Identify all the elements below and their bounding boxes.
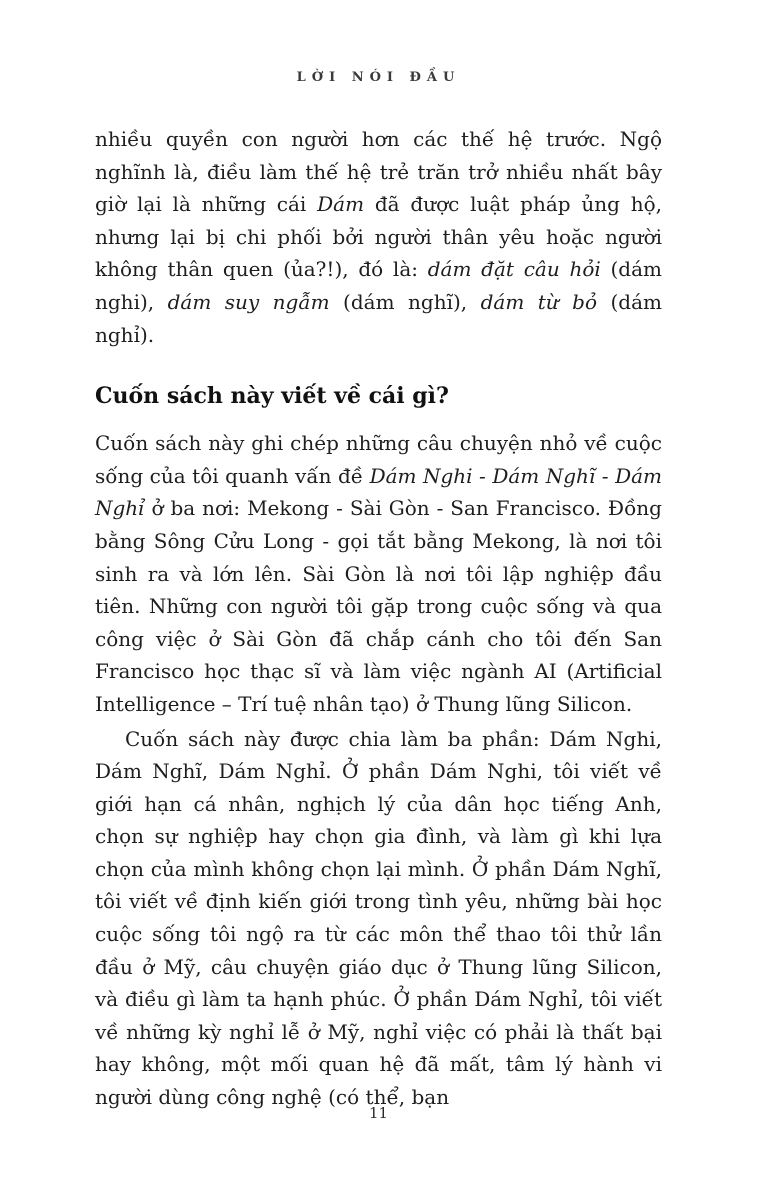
page-content [95, 123, 662, 1114]
page-number: 11 [368, 1104, 389, 1122]
section-heading: Cuốn sách này viết về cái gì? [95, 383, 449, 410]
paragraph: Cuốn sách này được chia làm ba phần: Dám Nghi, Dám Nghĩ, Dám Nghỉ. Ở phần Dám Nghi, tôi viết về giới hạn cá nhân, nghịch lý của dân học tiếng Anh, chọn sự nghiệp hay chọn gia đình, và làm gì khi lựa chọn của mình không chọn lại mình. Ở phần Dám Nghĩ, tôi viết về định kiến giới trong tình yêu, những bài học cuộc sống tôi ngộ ra từ các môn thể thao tôi thử lần đầu ở Mỹ, câu chuyện giáo dục ở Thung lũng Silicon, và điều gì làm ta hạnh phúc. Ở phần Dám Nghỉ, tôi viết về những kỳ nghỉ lễ ở Mỹ, nghỉ việc có phải là thất bại hay không, một mối quan hệ đã mất, tâm lý hành vi người dùng công nghệ (có thể, bạn [95, 726, 662, 1110]
paragraph: Cuốn sách này ghi chép những câu chuyện nhỏ về cuộc sống của tôi quanh vấn đề Dám Nghi - Dám Nghĩ - Dám Nghỉ ở ba nơi: Mekong - Sài Gòn - San Francisco. Đồng bằng Sông Cửu Long - gọi tắt bằng Mekong, là nơi tôi sinh ra và lớn lên. Sài Gòn là nơi tôi lập nghiệp đầu tiên. Những con người tôi gặp trong cuộc sống và qua công việc ở Sài Gòn đã chắp cánh cho tôi đến San Francisco học thạc sĩ và làm việc ngành AI (Artificial Intelligence – Trí tuệ nhân tạo) ở Thung lũng Silicon. [95, 431, 662, 716]
paragraph: nhiều quyền con người hơn các thế hệ trước. Ngộ nghĩnh là, điều làm thế hệ trẻ trăn trở nhiều nhất bây giờ lại là những cái Dám đã được luật pháp ủng hộ, nhưng lại bị chi phối bởi người thân yêu hoặc người không thân quen (ủa?!), đó là: dám đặt câu hỏi (dám nghi), dám suy ngẫm (dám nghĩ), dám từ bỏ (dám nghỉ). [95, 127, 663, 347]
running-header: LỜI NÓI ĐẦU [296, 70, 461, 85]
